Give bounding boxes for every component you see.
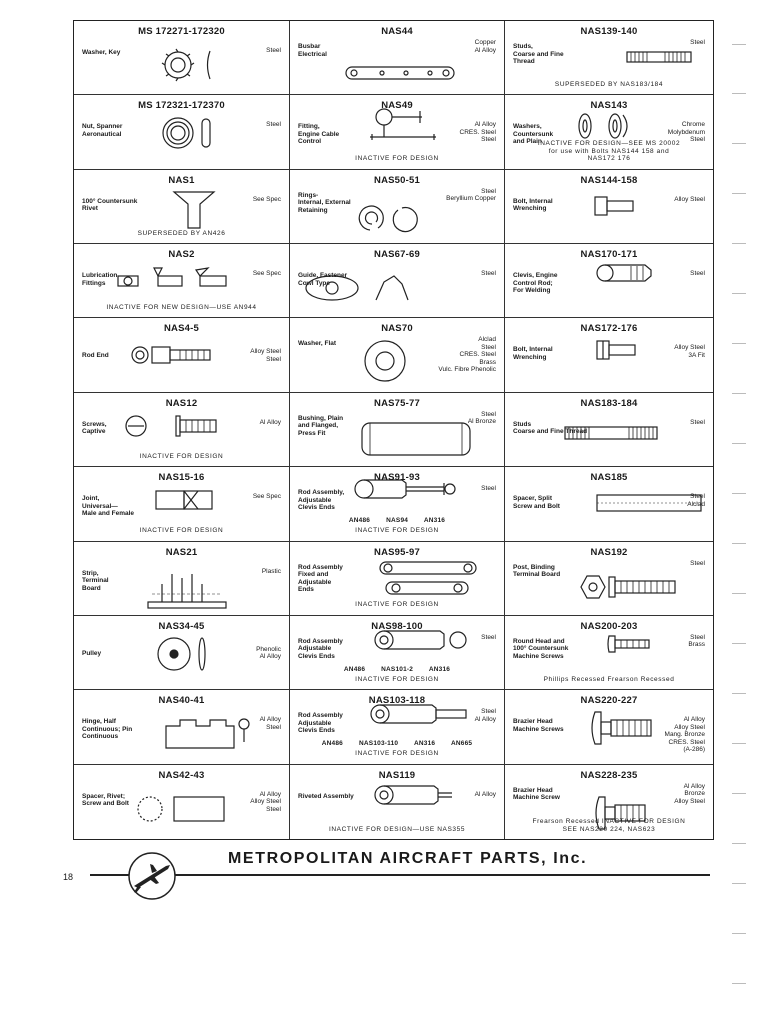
part-name: Rod Assembly Fixed and Adjustable Ends <box>298 563 343 594</box>
part-material: Al Alloy Alloy Steel Mang. Bronze CRES. Steel (A-286) <box>664 716 705 754</box>
part-material: Al Alloy Bronze Alloy Steel <box>674 782 705 805</box>
part-drawing <box>160 712 250 757</box>
part-name: Rod End <box>82 352 109 360</box>
margin-mark <box>732 143 746 144</box>
part-note: Phillips Recessed Frearson Recessed <box>543 675 675 683</box>
part-drawing <box>591 194 641 223</box>
part-material: Alloy Steel Steel <box>250 348 281 363</box>
part-name: Brazier Head Machine Screw <box>513 786 560 802</box>
catalog-cell <box>290 21 505 95</box>
part-material: Phenolic Al Alloy <box>256 645 281 661</box>
part-material: Steel Alclad <box>687 493 705 508</box>
catalog-cell <box>505 393 713 467</box>
catalog-cell <box>74 393 290 467</box>
part-name: Guide, Fastener Cowl Type <box>298 272 348 287</box>
part-code: NAS95-97 <box>374 546 420 558</box>
catalog-cell <box>74 244 290 318</box>
part-code: NAS75-77 <box>374 397 420 409</box>
margin-mark <box>732 343 746 344</box>
part-material: Steel <box>266 121 281 129</box>
part-code: NAS98-100 <box>371 620 423 632</box>
part-drawing <box>154 634 214 679</box>
part-code: NAS15-16 <box>158 472 205 484</box>
margin-mark <box>732 393 746 394</box>
part-name: Screws, Captive <box>82 420 107 436</box>
part-refs: AN486 NAS101-2 AN316 <box>343 665 451 673</box>
catalog-cell <box>505 542 713 616</box>
part-code: NAS185 <box>590 472 628 484</box>
part-code: NAS119 <box>378 769 416 781</box>
part-material: See Spec <box>252 195 281 203</box>
part-code: NAS70 <box>381 323 413 335</box>
part-note: INACTIVE FOR DESIGN <box>355 601 439 609</box>
margin-mark <box>732 643 746 644</box>
part-code: NAS21 <box>165 546 198 558</box>
part-drawing <box>152 485 222 520</box>
part-material: See Spec <box>252 493 281 501</box>
part-name: Round Head and 100° Countersunk Machine Screws <box>513 637 569 660</box>
part-code: NAS12 <box>165 397 198 409</box>
airplane-logo-icon <box>126 850 178 902</box>
part-material: Chrome Molybdenum Steel <box>667 121 705 144</box>
part-name: Washer, Key <box>82 49 121 56</box>
part-drawing <box>370 628 470 657</box>
part-drawing <box>350 477 460 506</box>
part-name: Clevis, Engine Control Rod; For Welding <box>513 272 558 295</box>
part-drawing <box>142 564 232 616</box>
part-code: NAS220-227 <box>580 695 638 707</box>
footer-rule <box>90 874 710 876</box>
part-code: NAS67-69 <box>374 249 420 261</box>
catalog-cell <box>74 21 290 95</box>
part-material: Al Alloy <box>474 790 496 798</box>
part-name: Lubrication Fittings <box>82 272 118 287</box>
part-drawing <box>625 47 695 72</box>
part-drawing <box>374 558 484 603</box>
catalog-cell <box>290 170 505 244</box>
catalog-cell <box>290 690 505 764</box>
margin-mark <box>732 493 746 494</box>
catalog-cell <box>290 616 505 690</box>
part-code: NAS40-41 <box>158 695 205 707</box>
part-material: Copper Al Alloy <box>474 39 496 54</box>
catalog-cell <box>290 244 505 318</box>
margin-mark <box>732 793 746 794</box>
part-drawing <box>605 634 675 659</box>
part-code: NAS1 <box>168 174 195 186</box>
part-code: MS 172271-172320 <box>138 26 225 37</box>
margin-mark <box>732 193 746 194</box>
part-code: NAS2 <box>168 249 195 261</box>
part-material: Al Alloy Steel <box>259 716 281 731</box>
part-refs: AN486 NAS103-110 AN316 AN665 <box>321 740 473 748</box>
part-name: Spacer, Split Screw and Bolt <box>513 495 560 510</box>
margin-mark <box>732 593 746 594</box>
part-name: Washer, Flat <box>298 340 337 348</box>
part-drawing <box>563 423 663 448</box>
part-name: Bolt, Internal Wrenching <box>513 346 553 361</box>
part-material: See Spec <box>252 270 281 278</box>
part-code: NAS44 <box>381 26 413 37</box>
part-code: NAS50-51 <box>374 174 420 186</box>
part-name: Rod Assembly, Adjustable Clevis Ends <box>298 489 345 512</box>
part-name: Riveted Assembly <box>298 792 354 800</box>
margin-mark <box>732 443 746 444</box>
part-code: NAS49 <box>381 100 413 112</box>
part-drawing <box>114 266 244 301</box>
catalog-cell <box>74 95 290 169</box>
part-refs: AN486 NAS94 AN316 <box>348 517 446 525</box>
part-material: Alloy Steel <box>674 195 705 203</box>
part-material: Steel <box>690 39 705 46</box>
part-name: Busbar Electrical <box>298 43 327 58</box>
catalog-cell <box>290 393 505 467</box>
part-code: NAS192 <box>590 546 628 558</box>
catalog-cell <box>290 318 505 392</box>
part-drawing <box>342 61 462 90</box>
catalog-cell <box>74 542 290 616</box>
margin-mark <box>732 843 746 844</box>
part-name: Pulley <box>82 649 102 657</box>
part-note: INACTIVE FOR NEW DESIGN—USE AN944 <box>106 303 257 311</box>
part-note: Frearson Recessed INACTIVE FOR DESIGN SEE NAS220 224, NAS623 <box>532 818 686 833</box>
part-code: NAS139-140 <box>580 26 638 37</box>
margin-mark <box>732 293 746 294</box>
part-name: Post, Binding Terminal Board <box>513 563 561 579</box>
catalog-cell <box>505 467 713 541</box>
part-drawing <box>370 783 460 812</box>
catalog-cell <box>505 244 713 318</box>
part-note: INACTIVE FOR DESIGN <box>139 452 224 460</box>
part-note: SUPERSEDED BY NAS183/184 <box>554 80 664 88</box>
part-code: NAS228-235 <box>580 769 638 781</box>
part-name: Studs, Coarse and Fine Thread <box>513 43 564 65</box>
part-name: Fitting, Engine Cable Control <box>298 123 340 146</box>
part-name: Bolt, Internal Wrenching <box>513 197 553 213</box>
part-code: NAS200-203 <box>580 620 638 632</box>
part-material: Alclad Steel CRES. Steel Brass Vulc. Fibre Phenolic <box>438 336 496 374</box>
part-note: INACTIVE FOR DESIGN <box>355 155 439 163</box>
catalog-cell <box>505 170 713 244</box>
part-material: Steel <box>481 633 496 641</box>
part-name: Washers, Countersunk and Plain <box>513 123 554 146</box>
part-note: INACTIVE FOR DESIGN—SEE MS 20002 for use with Bolts NAS144 158 and NAS172 176 <box>537 140 681 163</box>
catalog-cell <box>290 467 505 541</box>
part-drawing <box>356 419 476 464</box>
margin-mark <box>732 693 746 694</box>
part-drawing <box>575 572 685 607</box>
part-drawing <box>158 113 228 158</box>
part-name: Joint, Universal— Male and Female <box>82 495 135 518</box>
catalog-cell <box>74 170 290 244</box>
part-name: Studs Coarse and Fine Thread <box>513 420 588 436</box>
part-name: Strip, Terminal Board <box>82 569 109 592</box>
margin-mark <box>732 933 746 934</box>
part-material: Steel Al Alloy <box>474 708 496 723</box>
catalog-cell <box>290 542 505 616</box>
catalog-cell <box>74 318 290 392</box>
catalog-cell <box>290 765 505 839</box>
catalog-cell <box>505 765 713 839</box>
part-drawing <box>360 336 410 391</box>
company-name: METROPOLITAN AIRCRAFT PARTS, Inc. <box>228 850 588 867</box>
margin-mark <box>732 543 746 544</box>
catalog-grid <box>73 20 714 840</box>
part-drawing <box>352 107 442 152</box>
part-name: Nut, Spanner Aeronautical <box>82 123 123 138</box>
part-note: INACTIVE FOR DESIGN <box>355 527 439 535</box>
part-code: NAS42-43 <box>158 769 205 781</box>
part-material: Steel <box>481 485 496 493</box>
catalog-cell <box>74 467 290 541</box>
part-code: NAS183-184 <box>580 397 638 409</box>
part-name: Brazier Head Machine Screws <box>513 718 564 733</box>
catalog-cell <box>505 690 713 764</box>
part-drawing <box>158 45 228 90</box>
catalog-cell <box>74 690 290 764</box>
part-note: SUPERSEDED BY AN426 <box>137 229 226 237</box>
part-code: NAS144-158 <box>580 174 638 186</box>
part-code: MS 172321-172370 <box>138 100 225 112</box>
part-material: Steel Al Bronze <box>467 410 496 426</box>
catalog-cell <box>505 318 713 392</box>
part-drawing <box>593 338 643 367</box>
part-material: Steel <box>266 47 281 54</box>
part-code: NAS91-93 <box>374 472 420 484</box>
catalog-cell <box>505 95 713 169</box>
part-material: Steel <box>690 559 705 567</box>
part-name: Rod Assembly Adjustable Clevis Ends <box>298 637 343 660</box>
part-note: INACTIVE FOR DESIGN <box>355 675 439 683</box>
part-name: Hinge, Half Continuous; Pin Continuous <box>82 718 133 741</box>
part-material: Plastic <box>261 567 281 575</box>
part-material: Steel <box>481 270 496 278</box>
margin-mark <box>732 243 746 244</box>
margin-mark <box>732 93 746 94</box>
part-drawing <box>366 702 476 731</box>
part-name: 100° Countersunk Rivet <box>82 197 138 213</box>
part-material: Al Alloy <box>259 418 281 426</box>
part-material: Al Alloy CRES. Steel Steel <box>459 121 496 144</box>
part-name: Spacer, Rivet; Screw and Bolt <box>82 792 129 808</box>
part-drawing <box>587 710 657 751</box>
catalog-cell <box>74 616 290 690</box>
catalog-cell <box>505 616 713 690</box>
part-drawing <box>300 270 420 311</box>
part-code: NAS103-118 <box>368 695 426 707</box>
margin-mark <box>732 983 746 984</box>
catalog-cell <box>290 95 505 169</box>
part-material: Steel Beryllium Copper <box>446 187 496 203</box>
part-note: INACTIVE FOR DESIGN <box>355 750 439 758</box>
part-drawing <box>134 791 234 832</box>
part-name: Rod Assembly Adjustable Clevis Ends <box>298 712 343 735</box>
part-drawing <box>124 411 234 446</box>
margin-mark <box>732 883 746 884</box>
part-name: Rings- Internal, External Retaining <box>298 191 351 214</box>
part-material: Steel <box>690 270 705 278</box>
part-material: Steel Brass <box>688 633 705 649</box>
page-number: 18 <box>63 872 74 882</box>
margin-mark <box>732 44 746 45</box>
catalog-cell <box>505 21 713 95</box>
part-material: Al Alloy Alloy Steel Steel <box>250 790 281 813</box>
part-name: Bushing, Plain and Flanged, Press Fit <box>298 414 344 437</box>
part-code: NAS170-171 <box>580 249 638 261</box>
part-material: Steel <box>690 418 705 426</box>
margin-mark <box>732 743 746 744</box>
part-drawing <box>595 260 655 291</box>
catalog-cell <box>74 765 290 839</box>
part-code: NAS143 <box>590 100 628 112</box>
part-drawing <box>595 491 705 520</box>
part-code: NAS172-176 <box>580 323 638 335</box>
part-material: Alloy Steel 3A Fit <box>674 344 705 359</box>
part-code: NAS4-5 <box>164 323 199 335</box>
part-drawing <box>130 340 220 375</box>
part-drawing <box>350 200 430 244</box>
part-note: INACTIVE FOR DESIGN <box>139 527 224 535</box>
part-note: INACTIVE FOR DESIGN—USE NAS355 <box>328 825 466 833</box>
part-code: NAS34-45 <box>158 620 205 632</box>
